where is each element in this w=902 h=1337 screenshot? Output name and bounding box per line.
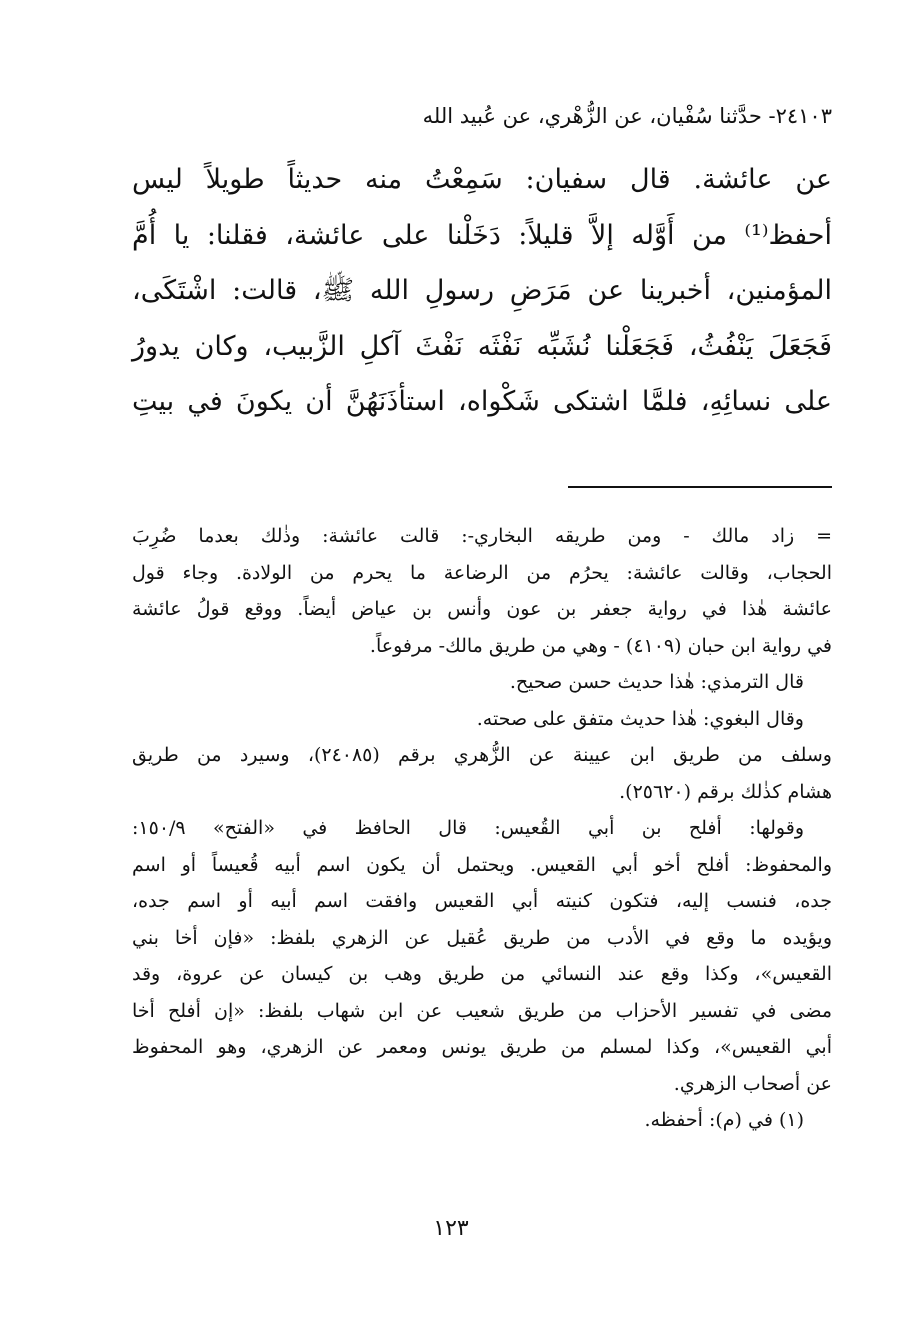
page-number: ١٢٣: [433, 1216, 469, 1241]
main-line: عن عائشة. قال سفيان: سَمِعْتُ منه حديثاً طويلاً ليس: [132, 164, 832, 195]
footnote-line: جده، فنسب إليه، فتكون كنيته أبي القعيس وافقت اسم أبيه أو اسم جده،: [132, 890, 832, 912]
footnote-line: الحجاب، وقالت عائشة: يحرُم من الرضاعة ما يحرم من الولادة. وجاء قول: [132, 561, 832, 584]
footnote-line: عن أصحاب الزهري.: [673, 1072, 832, 1095]
footnote-divider: [568, 486, 832, 488]
footnote-line: وقال البغوي: هٰذا حديث متفق على صحته.: [476, 707, 804, 730]
main-line: على نسائِهِ، فلمَّا اشتكى شَكْواه، استأذَنَهُنَّ أن يكونَ في بيتِ: [132, 386, 832, 417]
main-line: المؤمنين، أخبرينا عن مَرَضِ رسولِ الله ﷺ، قالت: اشْتَكَى،: [132, 275, 832, 306]
main-line: أحفظ⁽¹⁾ من أَوَّله إلاَّ قليلاً: دَخَلْنا على عائشة، فقلنا: يا أُمَّ: [132, 219, 832, 251]
footnote-line: في رواية ابن حبان (٤١٠٩) - وهي من طريق مالك- مرفوعاً.: [369, 634, 832, 657]
footnote-line: هشام كذٰلك برقم (٢٥٦٢٠).: [619, 780, 832, 803]
footnote-line: وقولها: أفلح بن أبي القُعيس: قال الحافظ في «الفتح» ١٥٠/٩:: [132, 817, 804, 839]
main-line: فَجَعَلَ يَنْفُثُ، فَجَعَلْنا نُشَبِّه نَفْثَه نَفْثَ آكلِ الزَّبيب، وكان يدورُ: [132, 330, 832, 362]
footnote-line: وسلف من طريق ابن عيينة عن الزُّهري برقم (٢٤٠٨٥)، وسيرد من طريق: [132, 744, 832, 766]
footnote-1: (١) في (م): أحفظه.: [644, 1109, 804, 1131]
footnote-line: مضى في تفسير الأحزاب من طريق شعيب عن ابن شهاب بلفظ: «إن أفلح أخا: [132, 999, 832, 1022]
footnote-line: أبي القعيس»، وكذا لمسلم من طريق يونس ومعمر عن الزهري، وهو المحفوظ: [132, 1036, 832, 1058]
footnote-line: عائشة هٰذا في رواية جعفر بن عون وأنس بن عياض أيضاً. ووقع قولُ عائشة: [132, 598, 832, 620]
footnotes: [132, 518, 832, 1139]
footnote-line: ويؤيده ما وقع في الأدب من طريق عُقيل عن الزهري بلفظ: «فإن أخا بني: [132, 926, 832, 949]
hadith-heading: ٢٤١٠٣- حدَّثنا سُفْيان، عن الزُّهْري، عن عُبيد الله: [422, 104, 832, 128]
footnote-line: والمحفوظ: أفلح أخو أبي القعيس. ويحتمل أن يكون اسم أبيه قُعيساً أو اسم: [132, 853, 832, 876]
main-text: [132, 152, 832, 430]
footnote-line: القعيس»، وكذا وقع عند النسائي من طريق وهب بن كيسان عن عروة، وقد: [132, 963, 832, 985]
footnote-line: قال الترمذي: هٰذا حديث حسن صحيح.: [509, 671, 804, 693]
footnote-line: = زاد مالك - ومن طريقه البخاري-: قالت عائشة: وذٰلك بعدما ضُرِبَ: [132, 525, 832, 547]
